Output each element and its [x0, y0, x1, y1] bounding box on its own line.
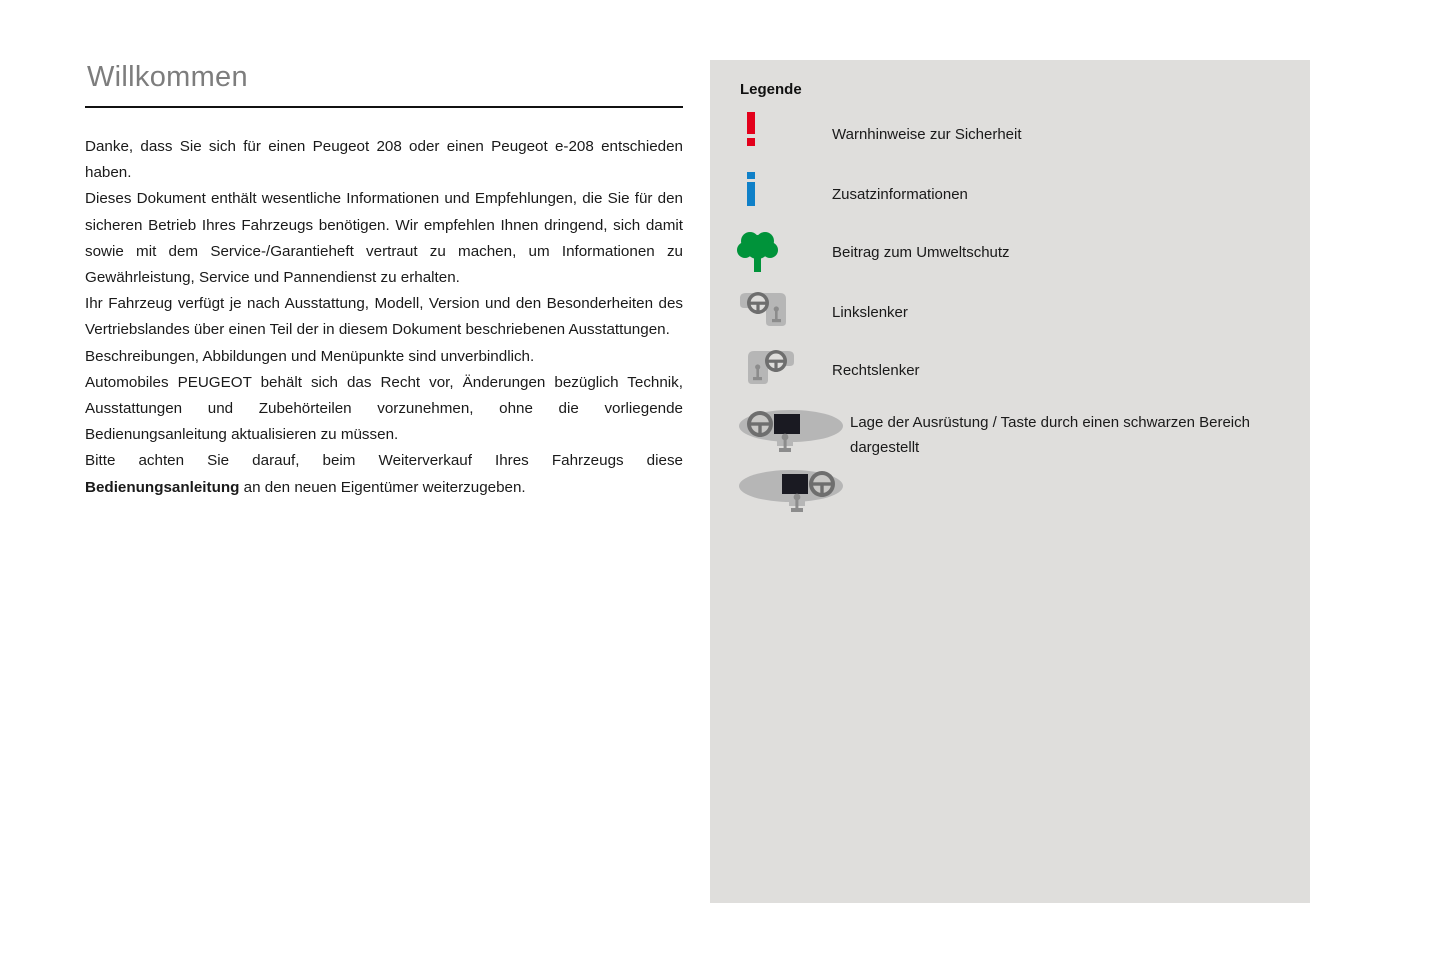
- paragraph: Automobiles PEUGEOT behält sich das Recht vor, Änderungen bezüglich Technik, Ausstattungen und Zubehörteilen vorzunehmen, ohne die vorliegende Bedienungsanleitung aktualisieren zu müssen.: [85, 373, 683, 444]
- legend-item-info: [710, 170, 1310, 219]
- dashboard-button-rhd-icon: [736, 464, 854, 525]
- title-divider: [85, 106, 683, 108]
- welcome-section: [85, 62, 683, 501]
- paragraph: Danke, dass Sie sich für einen Peugeot 208 oder einen Peugeot e-208 entschieden haben.: [85, 137, 683, 182]
- left-hand-drive-icon: [736, 288, 832, 337]
- resale-notice-paragraph: [85, 448, 683, 500]
- legend-item-label: Warnhinweise zur Sicherheit: [832, 126, 1022, 143]
- warning-exclamation-icon: [736, 110, 832, 159]
- info-i-icon: [736, 170, 832, 219]
- legend-item-label: Lage der Ausrüstung / Taste durch einen schwarzen Bereich dargestellt: [850, 413, 1250, 456]
- legend-item-warning: [710, 110, 1310, 159]
- legend-item-right-hand-drive: [710, 346, 1310, 395]
- legend-item-label: Beitrag zum Umweltschutz: [832, 244, 1010, 261]
- intro-body-text: [85, 134, 683, 501]
- legend-item-environment: [710, 226, 1310, 279]
- paragraph: Beschreibungen, Abbildungen und Menüpunkte sind unverbindlich.: [85, 347, 535, 365]
- page-title: Willkommen: [87, 61, 248, 93]
- legend-panel: [710, 60, 1310, 903]
- right-hand-drive-icon: [736, 346, 832, 395]
- resale-notice-tail: an den neuen Eigentümer weiterzugeben.: [239, 478, 526, 496]
- paragraph: Dieses Dokument enthält wesentliche Informationen und Empfehlungen, die Sie für den sicheren Betrieb Ihres Fahrzeugs benötigen. Wir empfehlen Ihnen dringend, sich damit sowie mit dem Service-/Garantieheft vertraut zu machen, um Informationen zu Gewährleistung, Service und Pannendienst zu erhalten.: [85, 190, 683, 286]
- environment-tree-icon: [736, 226, 832, 279]
- legend-title: Legende: [740, 81, 802, 98]
- legend-item-button-location-rhd: [710, 464, 1310, 525]
- resale-notice-lead: Bitte achten Sie darauf, beim Weiterverkauf Ihres Fahrzeugs diese: [85, 452, 683, 470]
- dashboard-button-lhd-icon: [736, 404, 854, 465]
- legend-item-label: Rechtslenker: [832, 362, 920, 379]
- manual-term-bold: Bedienungsanleitung: [85, 478, 240, 496]
- paragraph: Ihr Fahrzeug verfügt je nach Ausstattung, Modell, Version und den Besonderheiten des Vertriebslandes über einen Teil der in diesem Dokument beschriebenen Ausstattungen.: [85, 295, 683, 339]
- legend-item-button-location-lhd: [710, 404, 1310, 465]
- legend-item-label: Zusatzinformationen: [832, 186, 968, 203]
- legend-item-left-hand-drive: [710, 288, 1310, 337]
- legend-item-label: Linkslenker: [832, 304, 908, 321]
